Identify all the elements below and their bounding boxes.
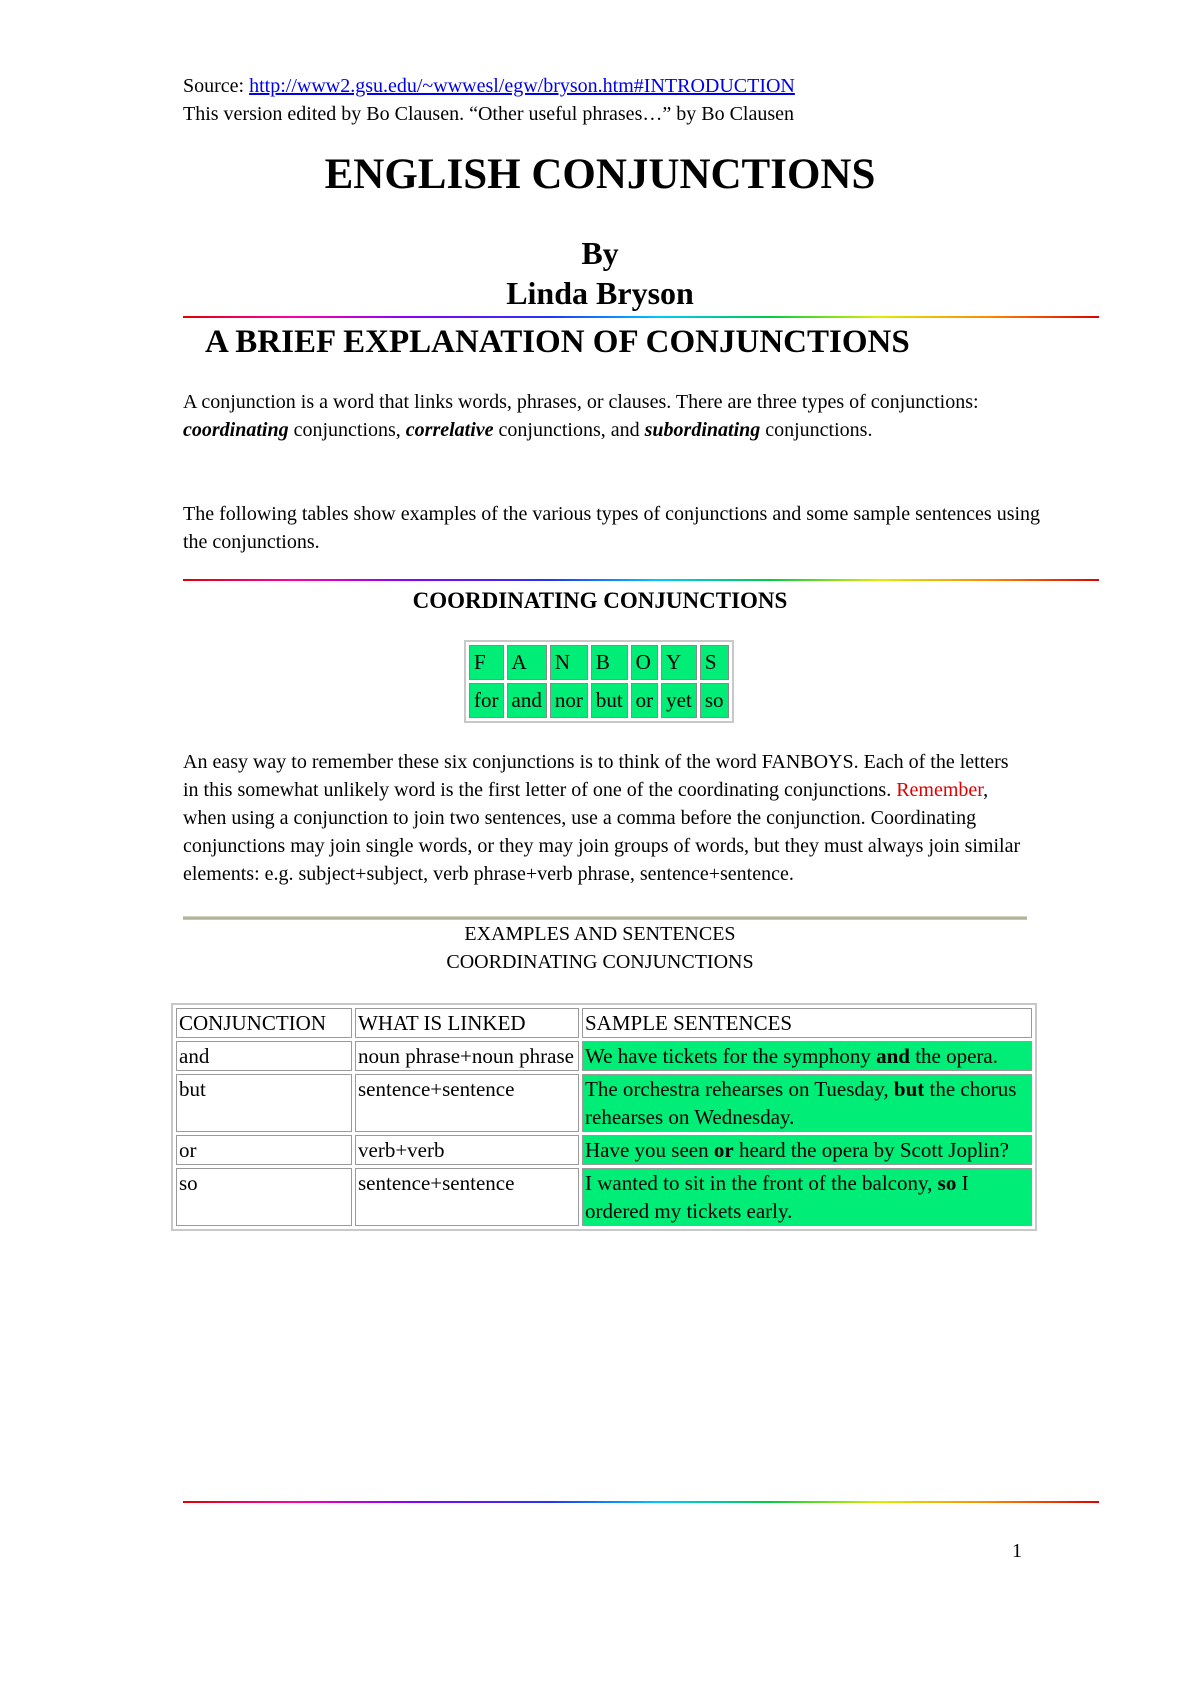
intro-text: conjunctions, and — [493, 419, 645, 441]
linked-cell: sentence+sentence — [355, 1074, 579, 1132]
source-link[interactable]: http://www2.gsu.edu/~wwwesl/egw/bryson.htm#INTRODUCTION — [249, 75, 795, 97]
fanboys-letter: Y — [661, 645, 697, 680]
fanboys-letters-row — [469, 645, 729, 680]
intro-paragraph — [183, 388, 1043, 444]
remember-word: Remember — [896, 779, 984, 801]
tables-paragraph: The following tables show examples of the various types of conjunctions and some sample sentences using the conjunctions. — [183, 503, 1041, 553]
examples-table — [171, 1003, 1037, 1231]
examples-subheading: COORDINATING CONJUNCTIONS — [446, 951, 754, 973]
document-title: ENGLISH CONJUNCTIONS — [324, 151, 876, 198]
header-what-is-linked: WHAT IS LINKED — [355, 1008, 579, 1038]
fanboys-letter: N — [550, 645, 588, 680]
sentence-conjunction: or — [713, 1138, 734, 1162]
linked-cell: verb+verb — [355, 1135, 579, 1165]
conjunction-cell: or — [176, 1135, 352, 1165]
coordinating-heading: COORDINATING CONJUNCTIONS — [412, 588, 788, 613]
conjunction-cell: so — [176, 1168, 352, 1226]
conjunction-cell: and — [176, 1041, 352, 1071]
fanboys-paragraph — [183, 748, 1023, 888]
linked-cell: sentence+sentence — [355, 1168, 579, 1226]
section-heading: A BRIEF EXPLANATION OF CONJUNCTIONS — [205, 324, 910, 360]
rainbow-divider — [183, 316, 1099, 318]
fanboys-word: for — [469, 683, 504, 718]
page-number: 1 — [1012, 1540, 1022, 1562]
header-conjunction: CONJUNCTION — [176, 1008, 352, 1038]
fanboys-word: or — [631, 683, 659, 718]
term-correlative: correlative — [405, 419, 494, 441]
intro-text: A conjunction is a word that links words, phrases, or clauses. There are three types of conjunctions: — [183, 391, 979, 413]
sentence-text: heard the opera by Scott Joplin? — [733, 1138, 1009, 1162]
sentence-text: The orchestra rehearses on Tuesday, — [585, 1077, 894, 1101]
table-row — [176, 1074, 1032, 1132]
header-sample-sentences: SAMPLE SENTENCES — [582, 1008, 1032, 1038]
sentence-cell — [582, 1074, 1032, 1132]
fanboys-word: and — [507, 683, 547, 718]
rainbow-divider — [183, 1501, 1099, 1503]
examples-heading: EXAMPLES AND SENTENCES — [464, 923, 736, 945]
fanboys-word: nor — [550, 683, 588, 718]
fanboys-letter: B — [591, 645, 628, 680]
sentence-text: I wanted to sit in the front of the balcony, — [585, 1171, 938, 1195]
fanboys-word: yet — [661, 683, 697, 718]
author-name: Linda Bryson — [506, 275, 694, 311]
fanboys-table-wrap — [464, 640, 734, 723]
term-coordinating: coordinating — [183, 419, 289, 441]
fanboys-letter: A — [507, 645, 547, 680]
sentence-text: We have tickets for the symphony — [585, 1044, 877, 1068]
edited-by-line: This version edited by Bo Clausen. “Other useful phrases…” by Bo Clausen — [183, 103, 794, 125]
by-line: By — [581, 235, 619, 271]
fanboys-words-row — [469, 683, 729, 718]
fanboys-word: but — [591, 683, 628, 718]
sentence-text: the chorus rehearses on Wednesday. — [585, 1077, 1017, 1129]
sentence-conjunction: so — [937, 1171, 957, 1195]
sentence-text: the opera. — [909, 1044, 998, 1068]
sentence-cell — [582, 1135, 1032, 1165]
intro-text: conjunctions. — [760, 419, 873, 441]
source-line — [183, 72, 795, 100]
linked-cell: noun phrase+noun phrase — [355, 1041, 579, 1071]
fanboys-table — [464, 640, 734, 723]
sentence-conjunction: and — [876, 1044, 910, 1068]
fanboys-letter: O — [631, 645, 659, 680]
sentence-cell — [582, 1041, 1032, 1071]
fanboys-letter: S — [700, 645, 729, 680]
sentence-text: I ordered my tickets early. — [585, 1171, 969, 1223]
rainbow-divider — [183, 579, 1099, 581]
fanboys-text: , when using a conjunction to join two sentences, use a comma before the conjunction. Coordinating conjunctions may join single words, or they may join groups of words, but they must always join similar elements: e.g. subject+subject, verb phrase+verb phrase, sentence+sentence. — [183, 779, 1021, 885]
fanboys-letter: F — [469, 645, 504, 680]
conjunction-cell: but — [176, 1074, 352, 1132]
sentence-conjunction: but — [893, 1077, 925, 1101]
fanboys-word: so — [700, 683, 729, 718]
intro-text: conjunctions, — [288, 419, 406, 441]
sentence-cell — [582, 1168, 1032, 1226]
fanboys-text: An easy way to remember these six conjunctions is to think of the word FANBOYS. Each of the letters in this somewhat unlikely word is the first letter of one of the coordinating conjunctions. — [183, 751, 1009, 801]
table-row — [176, 1135, 1032, 1165]
table-row — [176, 1041, 1032, 1071]
table-row — [176, 1168, 1032, 1226]
examples-table-wrap — [171, 1003, 1037, 1231]
source-label: Source: — [183, 75, 250, 97]
table-header-row — [176, 1008, 1032, 1038]
sentence-text: Have you seen — [585, 1138, 714, 1162]
term-subordinating: subordinating — [644, 419, 761, 441]
